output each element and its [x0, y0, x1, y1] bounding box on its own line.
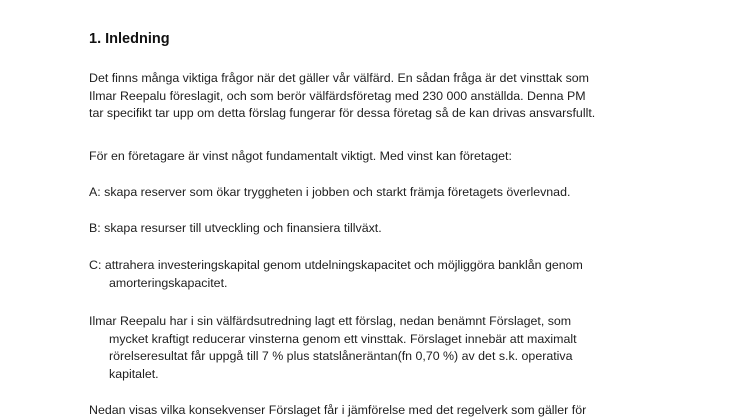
- paragraph-line: rörelseresultat får uppgå till 7 % plus statslåneräntan(fn 0,70 %) av det s.k. operativa: [109, 349, 573, 363]
- paragraph-line: Det finns många viktiga frågor när det gäller vår välfärd. En sådan fråga är det vinsttak som: [89, 71, 590, 85]
- paragraph-consequences: [89, 402, 586, 419]
- list-item-b: [89, 220, 382, 238]
- paragraph-line: kapitalet.: [109, 366, 159, 381]
- paragraph-line: För en företagare är vinst något fundamentalt viktigt. Med vinst kan företaget:: [89, 149, 512, 163]
- paragraph-profit-importance: [89, 148, 512, 166]
- list-item-a: [89, 184, 570, 202]
- paragraph-line: Nedan visas vilka konsekvenser Förslaget får i jämförelse med det regelverk som gäller för: [89, 403, 587, 417]
- paragraph-line: Ilmar Reepalu föreslagit, och som berör välfärdsföretag med 230 000 anställda. Denna PM: [89, 88, 586, 103]
- paragraph-intro: [89, 70, 595, 123]
- paragraph-line: A: skapa reserver som ökar tryggheten i jobben och starkt främja företagets överlevnad.: [89, 185, 571, 199]
- list-item-c: [89, 257, 583, 292]
- paragraph-line: C: attrahera investeringskapital genom utdelningskapacitet och möjliggöra banklån genom: [89, 258, 583, 272]
- paragraph-line: amorteringskapacitet.: [109, 275, 228, 290]
- paragraph-line: tar specifikt tar upp om detta förslag fungerar för dessa företag så de kan drivas ansvarsfullt.: [89, 106, 596, 120]
- section-heading: 1. Inledning: [89, 31, 170, 47]
- paragraph-line: mycket kraftigt reducerar vinsterna genom ett vinsttak. Förslaget innebär att maximalt: [109, 331, 577, 346]
- paragraph-proposal: [89, 313, 577, 383]
- paragraph-line: Ilmar Reepalu har i sin välfärdsutredning lagt ett förslag, nedan benämnt Förslaget, som: [89, 314, 572, 328]
- paragraph-line: B: skapa resurser till utveckling och finansiera tillväxt.: [89, 221, 382, 235]
